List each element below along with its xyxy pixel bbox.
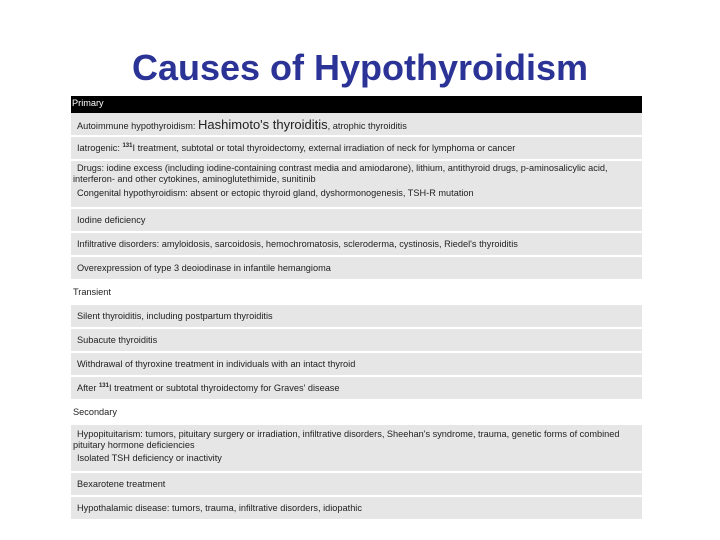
table-row xyxy=(71,161,642,209)
section-header-secondary xyxy=(71,401,642,425)
row-text xyxy=(77,119,407,132)
row-text: Congenital hypothyroidism: absent or ectopic thyroid gland, dyshormonogenesis, TSH-R mutation xyxy=(77,188,474,198)
row-text: Overexpression of type 3 deoiodinase in infantile hemangioma xyxy=(77,263,331,273)
row-label: After xyxy=(77,383,99,393)
row-label: Autoimmune hypothyroidism: xyxy=(77,121,199,131)
row-text: Infiltrative disorders: amyloidosis, sarcoidosis, hemochromatosis, scleroderma, cystinosis, Riedel's thyroiditis xyxy=(77,239,518,249)
table-row xyxy=(71,233,642,257)
table-row xyxy=(71,113,642,137)
row-label-tail: , atrophic thyroiditis xyxy=(327,121,407,131)
section-label: Primary xyxy=(72,98,104,108)
table-row xyxy=(71,353,642,377)
section-label: Secondary xyxy=(73,407,117,417)
row-text: Isolated TSH deficiency or inactivity xyxy=(77,453,222,463)
emphasized-term: Hashimoto's thyroiditis xyxy=(198,117,328,132)
row-text xyxy=(77,143,515,154)
table-row xyxy=(71,257,642,281)
table-row xyxy=(71,209,642,233)
table-row xyxy=(71,473,642,497)
slide-title: Causes of Hypothyroidism xyxy=(131,47,589,88)
section-header-primary xyxy=(71,96,642,113)
row-label-tail: I treatment, subtotal or total thyroidectomy, external irradiation of neck for lymphoma or cancer xyxy=(132,143,516,153)
row-text: Subacute thyroiditis xyxy=(77,335,158,345)
row-text: Hypopituitarism: tumors, pituitary surgery or irradiation, infiltrative disorders, Sheehan's syndrome, trauma, genetic forms of combined pituitary hormone deficiencies xyxy=(73,429,620,450)
row-text: Hypothalamic disease: tumors, trauma, infiltrative disorders, idiopathic xyxy=(77,503,362,513)
section-label: Transient xyxy=(73,287,111,297)
row-text xyxy=(77,383,340,394)
row-text: Silent thyroiditis, including postpartum thyroiditis xyxy=(77,311,273,321)
isotope-superscript: 131 xyxy=(122,143,133,149)
row-label-tail: I treatment or subtotal thyroidectomy for Graves' disease xyxy=(108,383,340,393)
table-row xyxy=(71,497,642,521)
section-header-transient xyxy=(71,281,642,305)
row-text: Withdrawal of thyroxine treatment in individuals with an intact thyroid xyxy=(77,359,356,369)
row-text: Iodine deficiency xyxy=(77,215,146,225)
isotope-superscript: 131 xyxy=(98,383,109,389)
table-row xyxy=(71,425,642,473)
table-row xyxy=(71,377,642,401)
table-row xyxy=(71,329,642,353)
row-text: Bexarotene treatment xyxy=(77,479,166,489)
row-text: Drugs: iodine excess (including iodine-containing contrast media and amiodarone), lithium, antithyroid drugs, p-aminosalicylic acid, interferon- and other cytokines, aminoglutethimide, sunitinib xyxy=(73,163,608,184)
causes-table xyxy=(71,96,642,521)
row-label: Iatrogenic: xyxy=(77,143,123,153)
table-row xyxy=(71,137,642,161)
table-row xyxy=(71,305,642,329)
